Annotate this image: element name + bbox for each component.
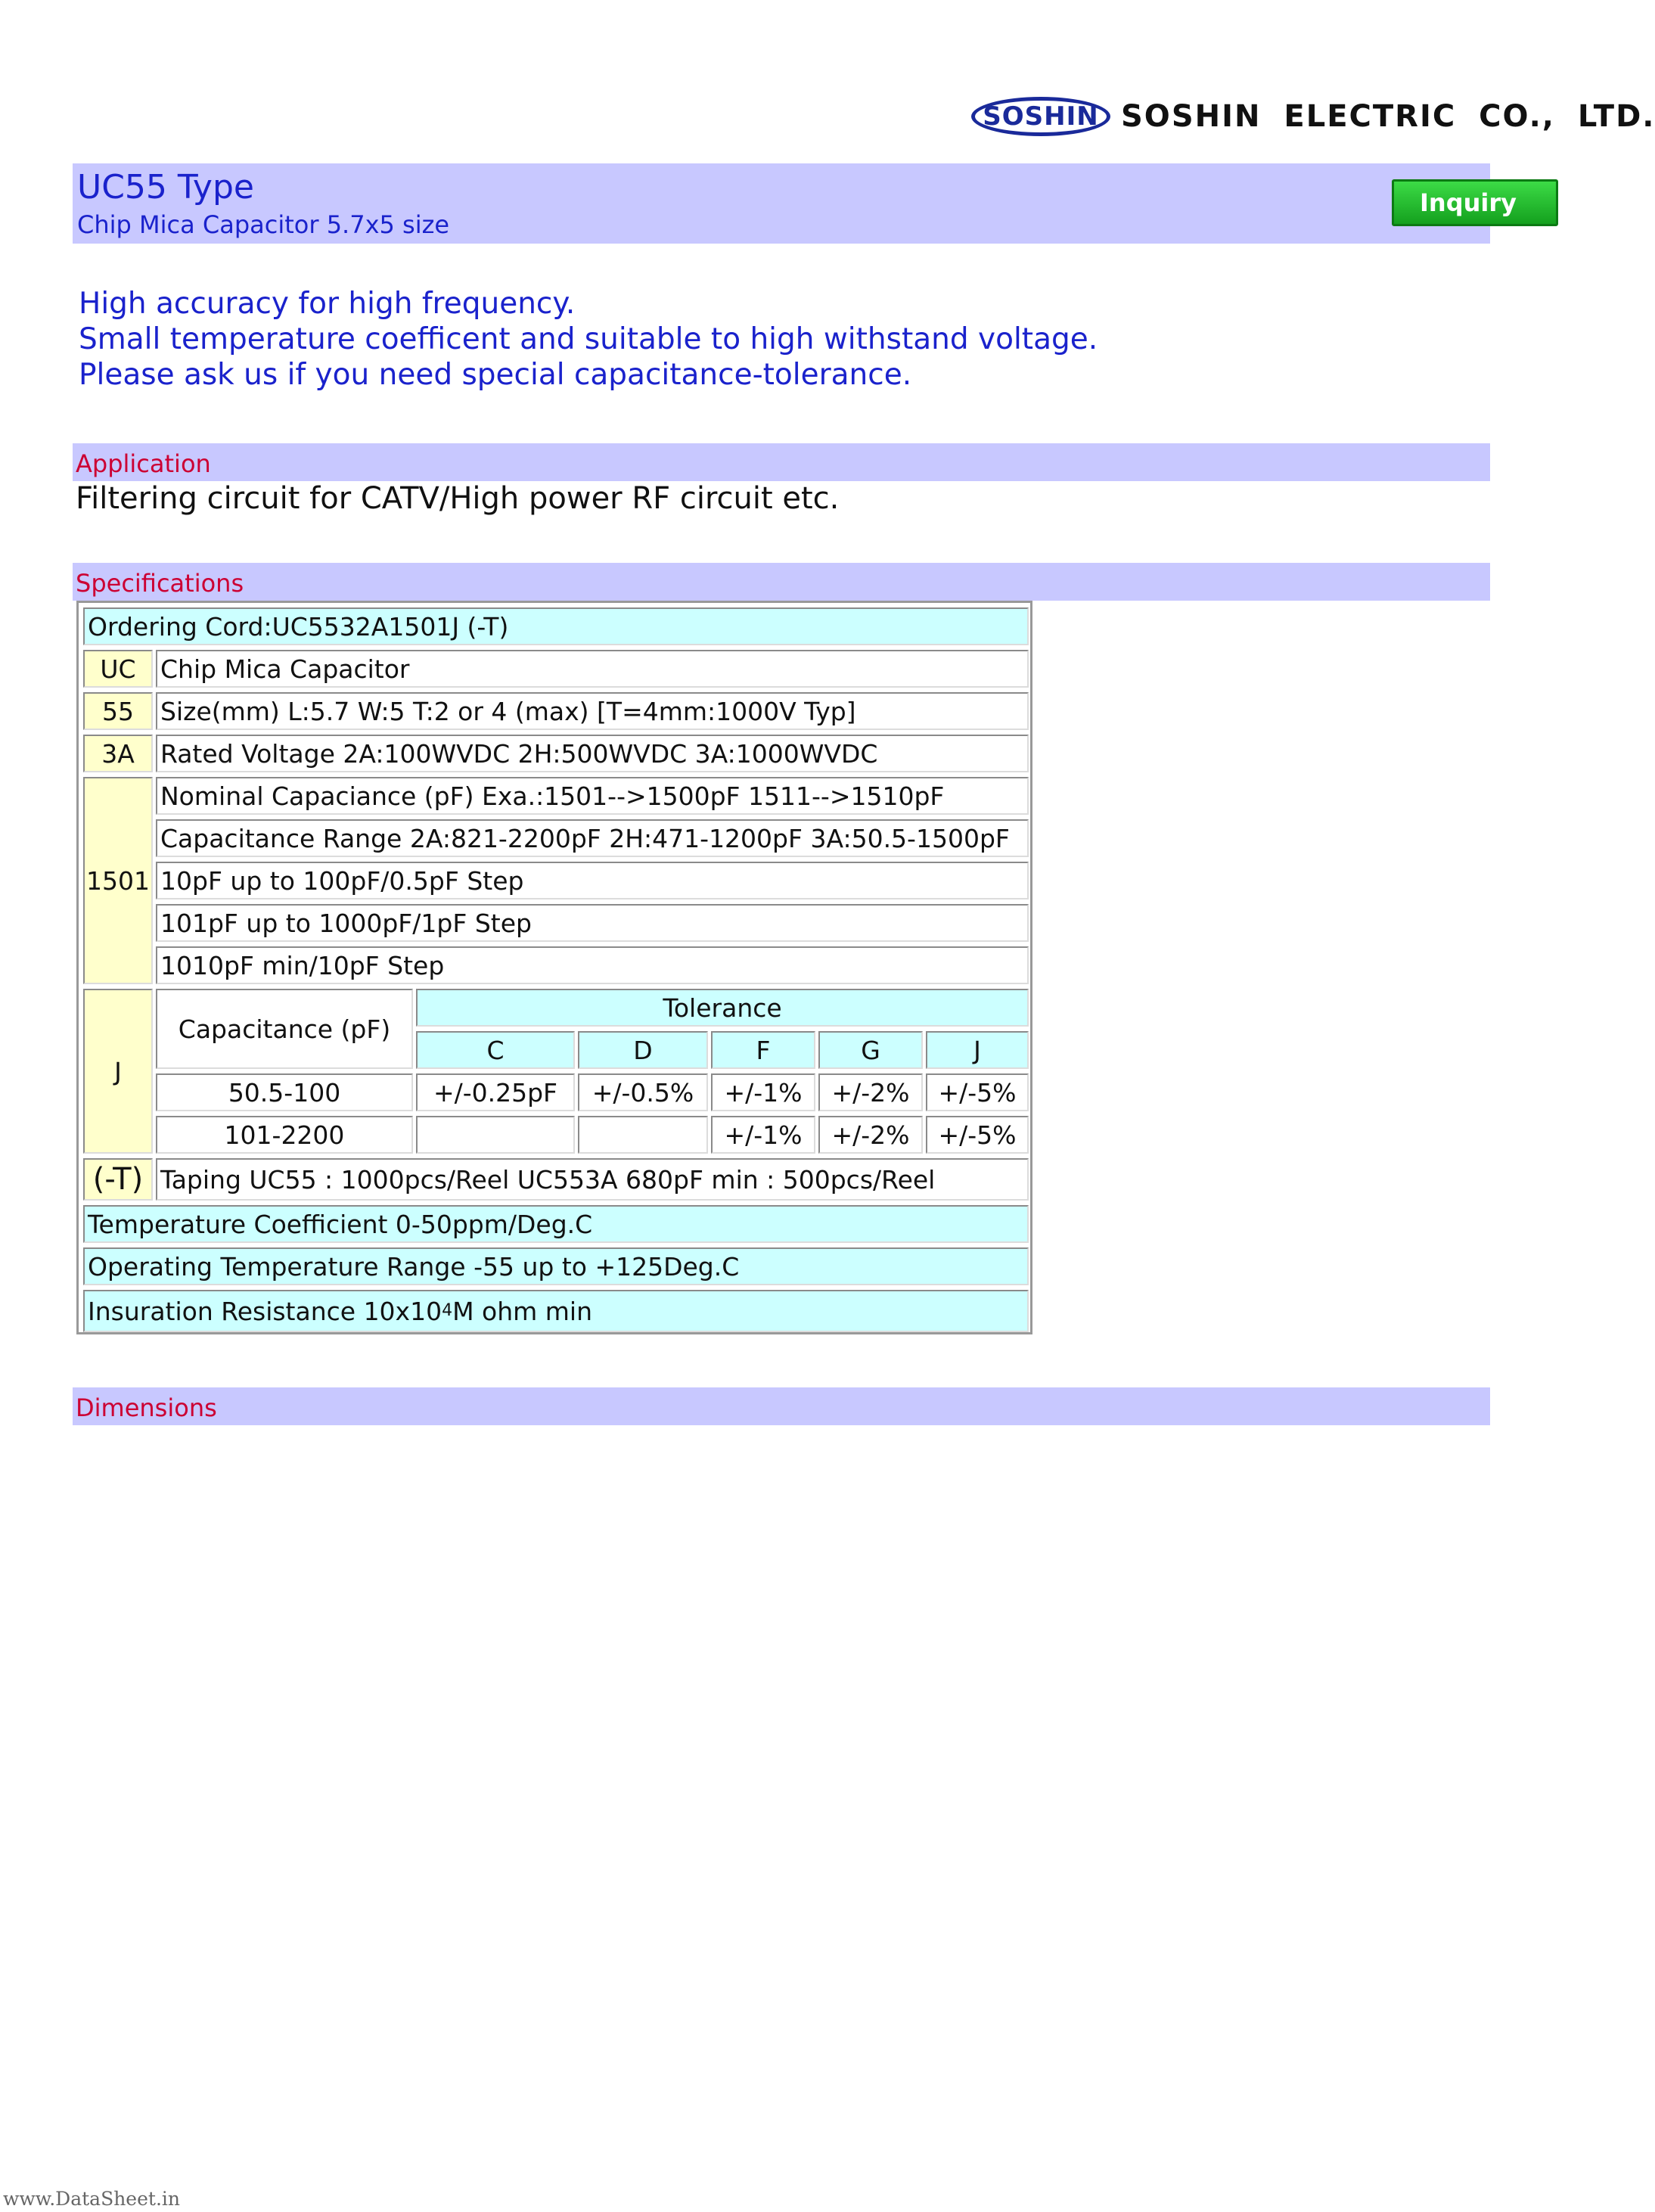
specifications-heading-band	[73, 563, 1490, 601]
code-capacitance: 1501	[83, 777, 153, 984]
code-tolerance: J	[83, 989, 153, 1154]
capacitance-header: Capacitance (pF)	[156, 989, 413, 1069]
code-uc-desc: Chip Mica Capacitor	[156, 650, 1029, 688]
cap-line: 1010pF min/10pF Step	[156, 946, 1029, 984]
insulation-suffix: M ohm min	[452, 1296, 593, 1326]
feature-item: High accuracy for high frequency.	[79, 287, 576, 321]
code-uc: UC	[83, 650, 153, 688]
cap-line: Capacitance Range 2A:821-2200pF 2H:471-1200pF 3A:50.5-1500pF	[156, 819, 1029, 857]
tolerance-col-c: C	[416, 1031, 575, 1069]
tolerance-cell	[416, 1116, 575, 1154]
tolerance-col-d: D	[578, 1031, 708, 1069]
specifications-table	[76, 601, 1032, 1334]
tolerance-col-g: G	[818, 1031, 923, 1069]
tolerance-cell	[578, 1116, 708, 1154]
cap-line: 101pF up to 1000pF/1pF Step	[156, 904, 1029, 942]
title-band	[73, 163, 1490, 244]
tolerance-cell: +/-0.5%	[578, 1073, 708, 1111]
logo-mark: SOSHIN	[971, 97, 1110, 136]
cap-line: Nominal Capaciance (pF) Exa.:1501-->1500pF 1511-->1510pF	[156, 777, 1029, 815]
code-size-desc: Size(mm) L:5.7 W:5 T:2 or 4 (max) [T=4mm:1000V Typ]	[156, 692, 1029, 730]
company-name: SOSHIN ELECTRIC CO., LTD.	[1121, 99, 1655, 134]
feature-item: Please ask us if you need special capacitance-tolerance.	[79, 358, 912, 392]
tolerance-cell: +/-5%	[926, 1116, 1029, 1154]
insulation-resistance: Insuration Resistance 10x10 4 M ohm min	[83, 1290, 1029, 1332]
operating-temperature: Operating Temperature Range -55 up to +125Deg.C	[83, 1247, 1029, 1285]
tolerance-cell: +/-1%	[711, 1116, 815, 1154]
insulation-prefix: Insuration Resistance 10x10	[88, 1296, 442, 1326]
tolerance-row-range: 101-2200	[156, 1116, 413, 1154]
page-title: UC55 Type	[77, 168, 254, 207]
code-size: 55	[83, 692, 153, 730]
tolerance-cell: +/-1%	[711, 1073, 815, 1111]
tolerance-cell: +/-2%	[818, 1116, 923, 1154]
code-taping-desc: Taping UC55 : 1000pcs/Reel UC553A 680pF min : 500pcs/Reel	[156, 1158, 1029, 1201]
specifications-heading: Specifications	[76, 569, 244, 598]
tolerance-col-j: J	[926, 1031, 1029, 1069]
tolerance-cell: +/-0.25pF	[416, 1073, 575, 1111]
code-voltage: 3A	[83, 735, 153, 772]
tolerance-cell: +/-2%	[818, 1073, 923, 1111]
feature-item: Small temperature coefficent and suitable to high withstand voltage.	[79, 322, 1098, 356]
tolerance-header: Tolerance	[416, 989, 1029, 1027]
feature-list	[79, 286, 1098, 393]
inquiry-button-wrap	[1392, 179, 1517, 226]
tolerance-col-f: F	[711, 1031, 815, 1069]
page-subtitle: Chip Mica Capacitor 5.7x5 size	[77, 210, 450, 239]
cap-line: 10pF up to 100pF/0.5pF Step	[156, 862, 1029, 899]
watermark: www.DataSheet.in	[3, 2188, 180, 2210]
code-voltage-desc: Rated Voltage 2A:100WVDC 2H:500WVDC 3A:1000WVDC	[156, 735, 1029, 772]
application-heading-band	[73, 443, 1490, 481]
tolerance-row-range: 50.5-100	[156, 1073, 413, 1111]
inquiry-button[interactable]: Inquiry	[1392, 179, 1558, 226]
dimensions-heading: Dimensions	[76, 1393, 217, 1422]
dimensions-heading-band	[73, 1387, 1490, 1425]
code-taping: (-T)	[83, 1158, 153, 1201]
temperature-coefficient: Temperature Coefficient 0-50ppm/Deg.C	[83, 1205, 1029, 1243]
company-logo	[971, 97, 1655, 142]
tolerance-cell: +/-5%	[926, 1073, 1029, 1111]
ordering-code: Ordering Cord:UC5532A1501J (-T)	[83, 607, 1029, 645]
application-heading: Application	[76, 449, 211, 478]
application-text: Filtering circuit for CATV/High power RF circuit etc.	[76, 481, 840, 516]
